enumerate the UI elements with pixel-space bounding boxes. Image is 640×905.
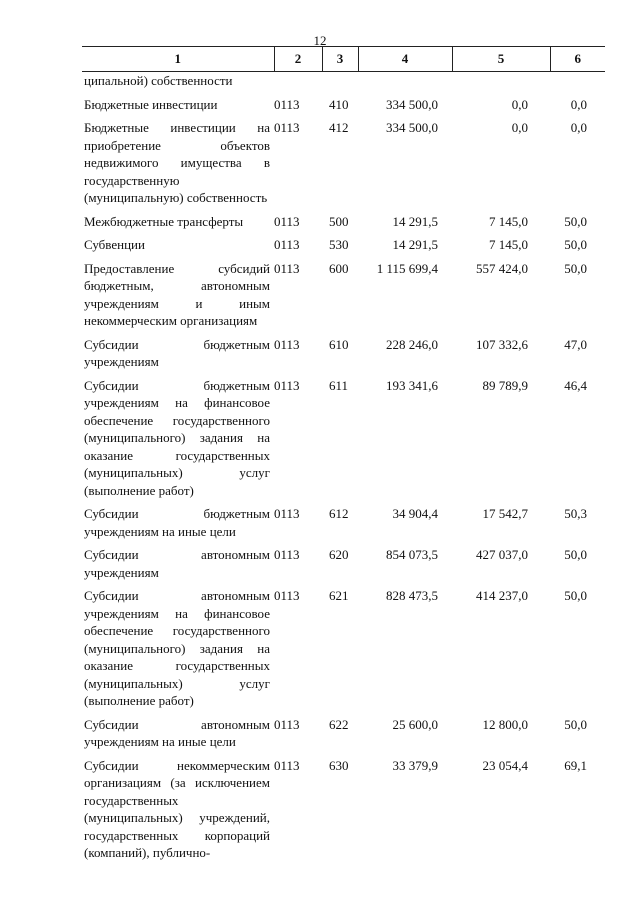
row-expense-type: 620	[329, 547, 349, 562]
row-section-code: 0113	[274, 588, 300, 603]
row-section-code: 0113	[274, 96, 300, 112]
row-percent: 46,4	[564, 377, 587, 393]
row-expense-type: 621	[329, 588, 349, 603]
row-plan-amount: 228 246,0	[386, 336, 438, 352]
column-header: 4	[358, 47, 452, 72]
table-row	[82, 716, 605, 757]
row-plan-amount: 334 500,0	[386, 96, 438, 112]
row-name: Субсидии автономным учреждениям на иные цели	[84, 716, 270, 749]
row-plan-amount: 193 341,6	[386, 377, 438, 393]
row-section-code	[274, 72, 322, 96]
row-name: Субвенции	[84, 237, 145, 252]
row-executed-amount: 17 542,7	[482, 506, 528, 521]
table-header	[82, 47, 605, 72]
row-expense-type: 612	[329, 506, 349, 521]
table-row	[82, 119, 605, 213]
row-percent: 0,0	[570, 96, 587, 112]
column-header: 6	[550, 47, 605, 72]
row-percent: 50,0	[564, 716, 587, 732]
page-number: 12	[313, 33, 327, 48]
row-executed-amount: 23 054,4	[482, 757, 528, 773]
row-expense-type: 622	[329, 716, 349, 732]
row-section-code: 0113	[274, 547, 300, 562]
row-name: Субсидии автономным учреждениям на финансовое обеспечение государственного (муниципального) задания на оказание государственных (муниципальных) услуг (выполнение работ)	[84, 588, 270, 708]
row-section-code: 0113	[274, 336, 300, 352]
row-name: Субсидии бюджетным учреждениям на иные цели	[84, 506, 270, 539]
row-percent: 50,3	[564, 506, 587, 521]
row-percent: 69,1	[564, 757, 587, 773]
row-name: Предоставление субсидий бюджетным, автономным учреждениям и иным некоммерческим организациям	[84, 260, 270, 328]
row-plan-amount: 14 291,5	[392, 237, 438, 252]
row-executed-amount: 427 037,0	[476, 547, 528, 562]
row-name: Субсидии бюджетным учреждениям на финансовое обеспечение государственного (муниципального) задания на оказание государственных (муниципальных) услуг (выполнение работ)	[84, 377, 270, 498]
table-row	[82, 260, 605, 336]
row-executed-amount: 7 145,0	[489, 237, 528, 252]
row-executed-amount: 557 424,0	[476, 260, 528, 276]
row-section-code: 0113	[274, 716, 300, 732]
row-expense-type: 500	[329, 213, 349, 229]
row-name: ципальной) собственности	[84, 73, 233, 88]
row-executed-amount: 12 800,0	[482, 716, 528, 732]
row-percent: 0,0	[570, 120, 587, 135]
row-executed-amount: 89 789,9	[482, 377, 528, 393]
row-expense-type	[322, 72, 358, 96]
table-row	[82, 213, 605, 237]
row-percent: 50,0	[564, 213, 587, 229]
row-section-code: 0113	[274, 260, 300, 276]
row-percent: 50,0	[564, 260, 587, 276]
row-plan-amount: 828 473,5	[386, 588, 438, 603]
table-row	[82, 546, 605, 587]
row-expense-type: 412	[329, 120, 349, 135]
row-percent: 50,0	[564, 547, 587, 562]
row-expense-type: 600	[329, 260, 349, 276]
row-plan-amount	[358, 72, 452, 96]
row-name: Субсидии автономным учреждениям	[84, 547, 270, 580]
row-expense-type: 530	[329, 237, 349, 252]
table-row	[82, 236, 605, 260]
table-row	[82, 377, 605, 506]
row-section-code: 0113	[274, 213, 300, 229]
row-plan-amount: 14 291,5	[392, 213, 438, 229]
row-name: Межбюджетные трансферты	[84, 213, 244, 229]
row-plan-amount: 33 379,9	[392, 757, 438, 773]
row-percent: 50,0	[564, 588, 587, 603]
table-row	[82, 336, 605, 377]
row-executed-amount: 7 145,0	[489, 213, 528, 229]
row-name: Субсидии бюджетным учреждениям	[84, 336, 270, 369]
row-plan-amount: 334 500,0	[386, 120, 438, 135]
row-executed-amount: 0,0	[511, 96, 528, 112]
table-row	[82, 757, 605, 868]
row-name: Бюджетные инвестиции на приобретение объектов недвижимого имущества в государственную (муниципальную) собственность	[84, 120, 270, 205]
row-section-code: 0113	[274, 757, 300, 773]
row-plan-amount: 1 115 699,4	[376, 260, 438, 276]
column-header: 3	[322, 47, 358, 72]
row-percent: 47,0	[564, 336, 587, 352]
column-header: 1	[82, 47, 274, 72]
table-row	[82, 96, 605, 120]
row-expense-type: 410	[329, 96, 349, 112]
row-executed-amount: 414 237,0	[476, 588, 528, 603]
row-section-code: 0113	[274, 120, 300, 135]
table-body	[82, 72, 605, 868]
row-section-code: 0113	[274, 506, 300, 521]
row-expense-type: 611	[329, 377, 349, 393]
row-executed-amount: 0,0	[511, 120, 528, 135]
table-row	[82, 587, 605, 716]
row-executed-amount	[452, 72, 550, 96]
column-header: 5	[452, 47, 550, 72]
column-header: 2	[274, 47, 322, 72]
row-name: Бюджетные инвестиции	[84, 96, 218, 112]
table-row	[82, 72, 605, 96]
table-row	[82, 505, 605, 546]
row-percent: 50,0	[564, 237, 587, 252]
row-expense-type: 630	[329, 757, 349, 773]
header-row	[82, 47, 605, 72]
row-percent	[550, 72, 605, 96]
row-executed-amount: 107 332,6	[476, 336, 528, 352]
row-plan-amount: 34 904,4	[392, 506, 438, 521]
row-expense-type: 610	[329, 336, 349, 352]
row-plan-amount: 25 600,0	[392, 716, 438, 732]
row-plan-amount: 854 073,5	[386, 547, 438, 562]
row-section-code: 0113	[274, 237, 300, 252]
row-name: Субсидии некоммерческим организациям (за исключением государственных (муниципальных) учреждений, государственных корпораций (компаний), публично-	[84, 757, 270, 860]
row-section-code: 0113	[274, 377, 300, 393]
budget-table	[82, 46, 605, 868]
